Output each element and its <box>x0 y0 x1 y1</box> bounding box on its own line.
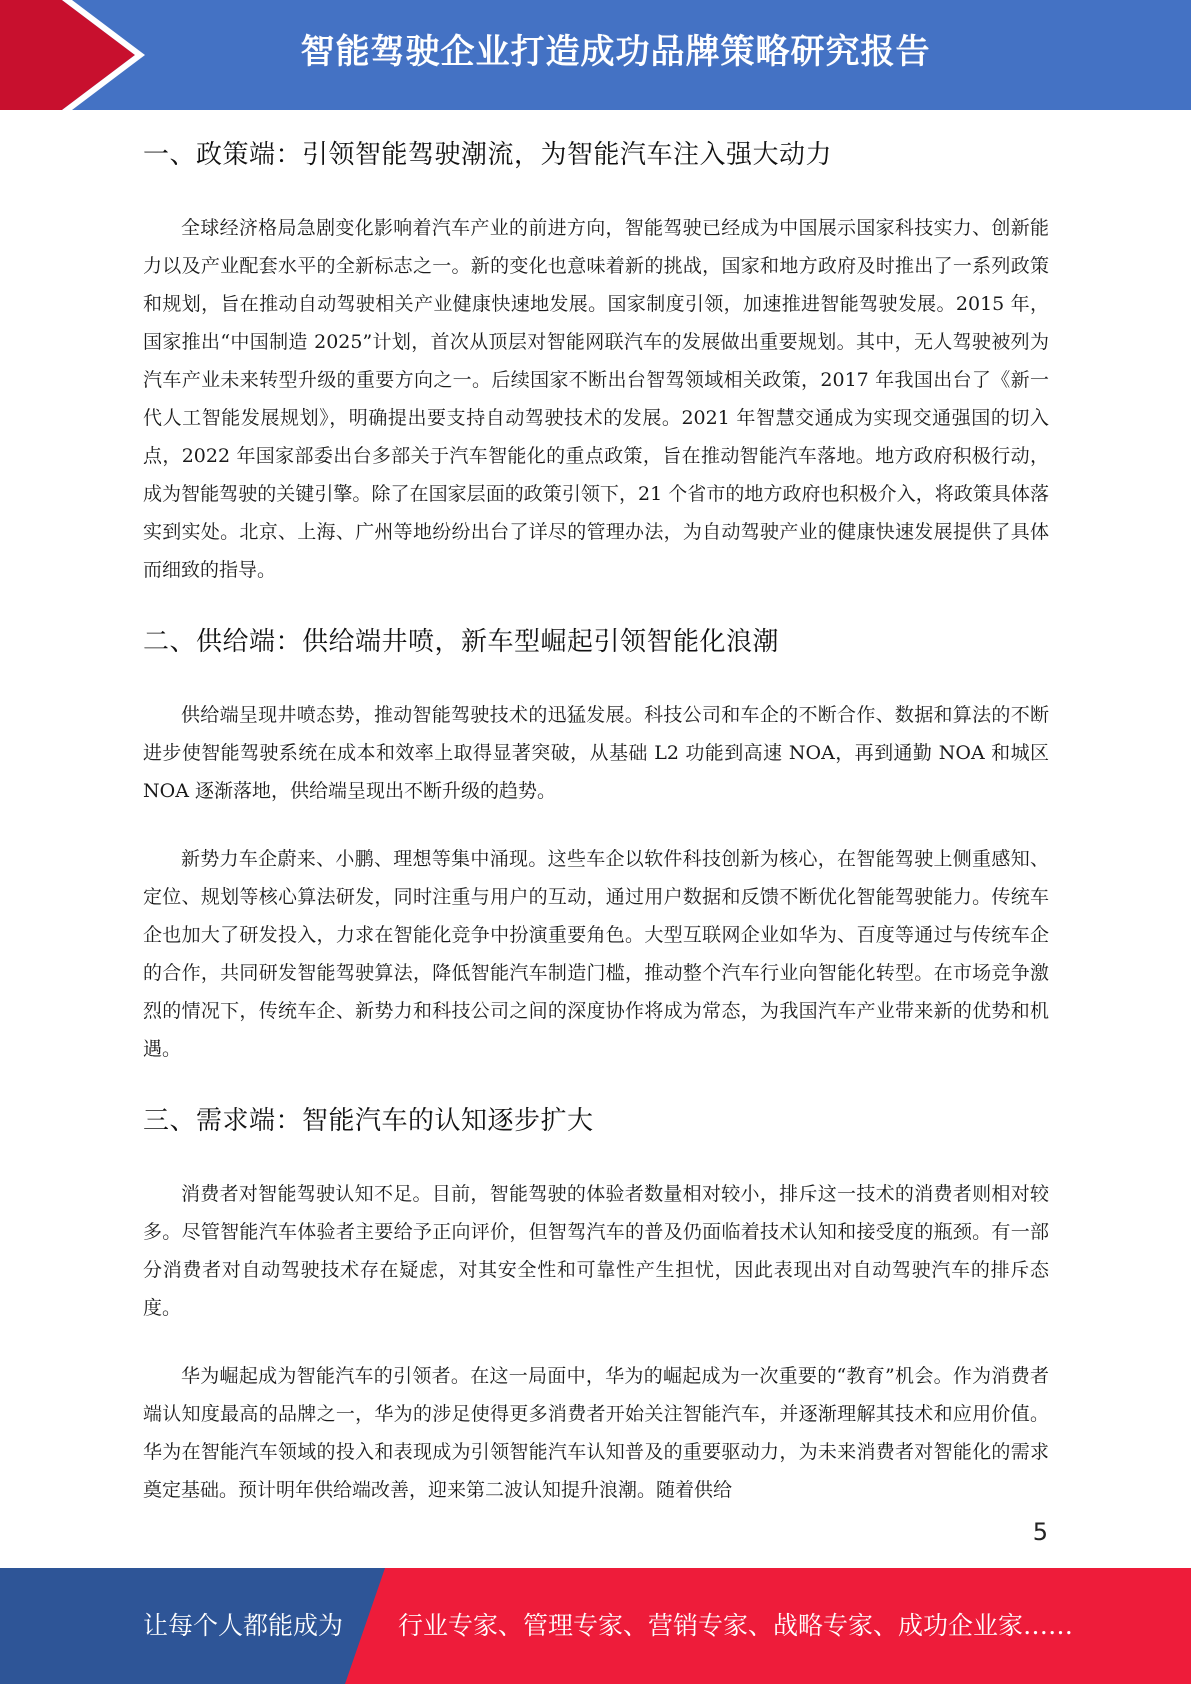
header-arrow-decoration <box>0 0 160 110</box>
section-heading-policy: 一、政策端：引领智能驾驶潮流，为智能汽车注入强大动力 <box>143 140 833 170</box>
footer-banner <box>0 1568 1191 1684</box>
page-number: 5 <box>1032 1518 1048 1546</box>
paragraph: 全球经济格局急剧变化影响着汽车产业的前进方向，智能驾驶已经成为中国展示国家科技实力、创新能力以及产业配套水平的全新标志之一。新的变化也意味着新的挑战，国家和地方政府及时推出了一系列政策和规划，旨在推动自动驾驶相关产业健康快速地发展。国家制度引领，加速推进智能驾驶发展。2015 年，国家推出“中国制造 2025”计划，首次从顶层对智能网联汽车的发展做出重要规划。其中，无人驾驶被列为汽车产业未来转型升级的重要方向之一。后续国家不断出台智驾领域相关政策，2017 年我国出台了《新一代人工智能发展规划》，明确提出要支持自动驾驶技术的发展。2021 年智慧交通成为实现交通强国的切入点，2022 年国家部委出台多部关于汽车智能化的重点政策，旨在推动智能汽车落地。地方政府积极行动，成为智能驾驶的关键引擎。除了在国家层面的政策引领下，21 个省市的地方政府也积极介入，将政策具体落实到实处。北京、上海、广州等地纷纷出台了详尽的管理办法，为自动驾驶产业的健康快速发展提供了具体而细致的指导。 <box>143 217 1049 581</box>
paragraph: 华为崛起成为智能汽车的引领者。在这一局面中，华为的崛起成为一次重要的“教育”机会。作为消费者端认知度最高的品牌之一，华为的涉足使得更多消费者开始关注智能汽车，并逐渐理解其技术和应用价值。华为在智能汽车领域的投入和表现成为引领智能汽车认知普及的重要驱动力，为未来消费者对智能化的需求奠定基础。预计明年供给端改善，迎来第二波认知提升浪潮。随着供给 <box>143 1365 1049 1501</box>
footer-slogan-right: 行业专家、管理专家、营销专家、战略专家、成功企业家…… <box>398 1611 1074 1640</box>
paragraph: 供给端呈现井喷态势，推动智能驾驶技术的迅猛发展。科技公司和车企的不断合作、数据和算法的不断进步使智能驾驶系统在成本和效率上取得显著突破，从基础 L2 功能到高速 NOA，再到通勤 NOA 和城区 NOA 逐渐落地，供给端呈现出不断升级的趋势。 <box>143 704 1049 802</box>
document-title: 智能驾驶企业打造成功品牌策略研究报告 <box>300 32 931 72</box>
main-content <box>143 126 1049 1509</box>
section-heading-demand: 三、需求端：智能汽车的认知逐步扩大 <box>143 1106 594 1136</box>
section-heading-supply: 二、供给端：供给端井喷，新车型崛起引领智能化浪潮 <box>143 627 780 657</box>
paragraph: 新势力车企蔚来、小鹏、理想等集中涌现。这些车企以软件科技创新为核心，在智能驾驶上侧重感知、定位、规划等核心算法研发，同时注重与用户的互动，通过用户数据和反馈不断优化智能驾驶能力。传统车企也加大了研发投入，力求在智能化竞争中扮演重要角色。大型互联网企业如华为、百度等通过与传统车企的合作，共同研发智能驾驶算法，降低智能汽车制造门槛，推动整个汽车行业向智能化转型。在市场竞争激烈的情况下，传统车企、新势力和科技公司之间的深度协作将成为常态，为我国汽车产业带来新的优势和机遇。 <box>143 848 1049 1060</box>
paragraph: 消费者对智能驾驶认知不足。目前，智能驾驶的体验者数量相对较小，排斥这一技术的消费者则相对较多。尽管智能汽车体验者主要给予正向评价，但智驾汽车的普及仍面临着技术认知和接受度的瓶颈。有一部分消费者对自动驾驶技术存在疑虑，对其安全性和可靠性产生担忧，因此表现出对自动驾驶汽车的排斥态度。 <box>143 1183 1049 1319</box>
footer-slogan-left: 让每个人都能成为 <box>143 1611 344 1640</box>
header-banner <box>0 0 1191 110</box>
